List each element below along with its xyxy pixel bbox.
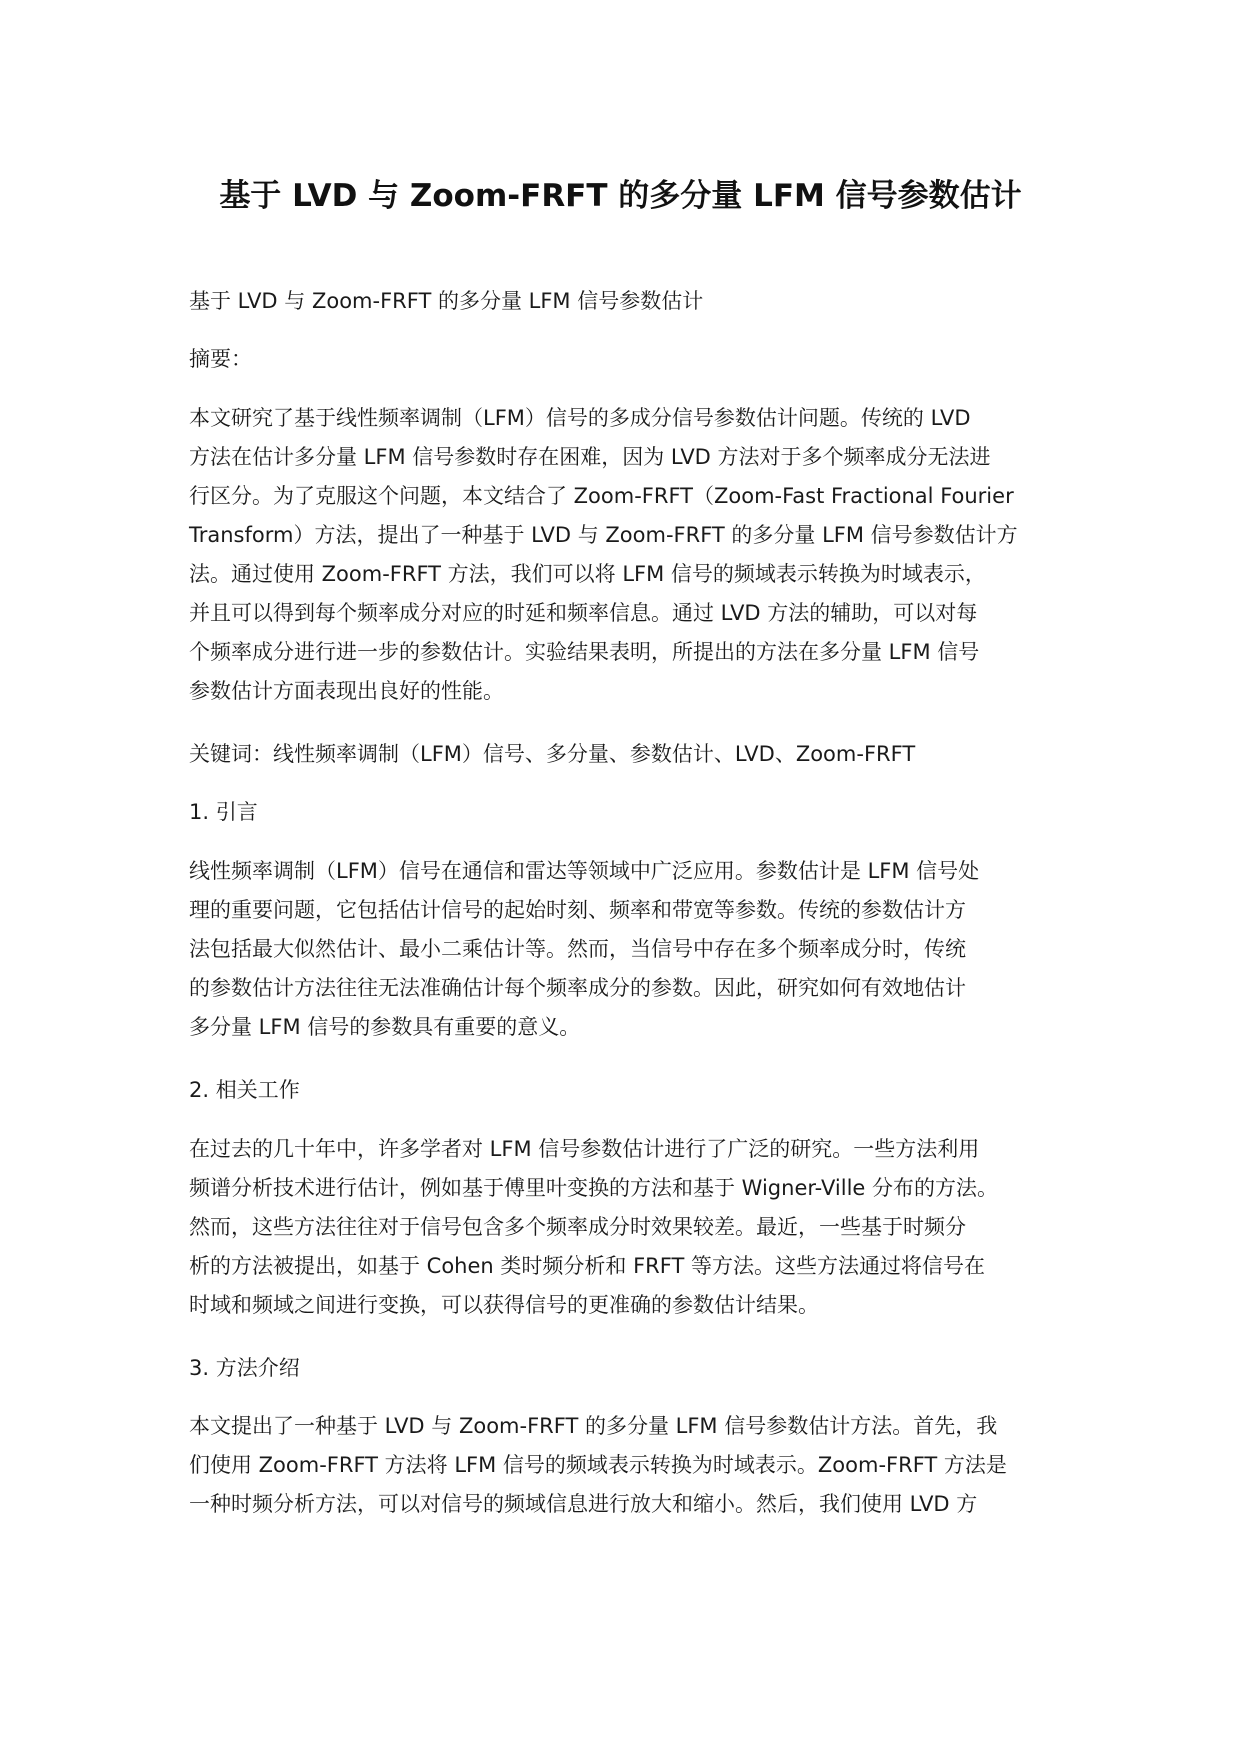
abstract-line: 法。通过使用 Zoom-FRFT 方法，我们可以将 LFM 信号的频域表示转换为时域表示，: [189, 562, 986, 586]
abstract-line: 个频率成分进行进一步的参数估计。实验结果表明，所提出的方法在多分量 LFM 信号: [189, 640, 980, 664]
section-1-heading: 1. 引言: [189, 800, 258, 824]
keywords: 关键词：线性频率调制（LFM）信号、多分量、参数估计、LVD、Zoom-FRFT: [189, 742, 916, 766]
section-3-paragraph: [189, 1407, 1069, 1524]
section-3-heading: 3. 方法介绍: [189, 1356, 300, 1380]
abstract-line: 本文研究了基于线性频率调制（LFM）信号的多成分信号参数估计问题。传统的 LVD: [189, 406, 971, 430]
abstract-paragraph: [189, 399, 1069, 711]
paragraph-line: 在过去的几十年中，许多学者对 LFM 信号参数估计进行了广泛的研究。一些方法利用: [189, 1137, 980, 1161]
paragraph-line: 法包括最大似然估计、最小二乘估计等。然而，当信号中存在多个频率成分时，传统: [189, 937, 966, 961]
abstract-line: Transform）方法，提出了一种基于 LVD 与 Zoom-FRFT 的多分量 LFM 信号参数估计方: [189, 523, 1018, 547]
paragraph-line: 时域和频域之间进行变换，可以获得信号的更准确的参数估计结果。: [189, 1293, 819, 1317]
section-1-paragraph: [189, 852, 1069, 1047]
paragraph-line: 析的方法被提出，如基于 Cohen 类时频分析和 FRFT 等方法。这些方法通过将信号在: [189, 1254, 985, 1278]
paragraph-line: 本文提出了一种基于 LVD 与 Zoom-FRFT 的多分量 LFM 信号参数估计方法。首先，我: [189, 1414, 998, 1438]
document-subtitle: 基于 LVD 与 Zoom-FRFT 的多分量 LFM 信号参数估计: [189, 289, 704, 313]
paragraph-line: 多分量 LFM 信号的参数具有重要的意义。: [189, 1015, 581, 1039]
paragraph-line: 们使用 Zoom-FRFT 方法将 LFM 信号的频域表示转换为时域表示。Zoom-FRFT 方法是: [189, 1453, 1007, 1477]
paragraph-line: 理的重要问题，它包括估计信号的起始时刻、频率和带宽等参数。传统的参数估计方: [189, 898, 966, 922]
abstract-line: 并且可以得到每个频率成分对应的时延和频率信息。通过 LVD 方法的辅助，可以对每: [189, 601, 978, 625]
abstract-label: 摘要：: [189, 347, 252, 371]
paragraph-line: 频谱分析技术进行估计，例如基于傅里叶变换的方法和基于 Wigner-Ville 分布的方法。: [189, 1176, 999, 1200]
section-2-paragraph: [189, 1130, 1069, 1325]
section-2-heading: 2. 相关工作: [189, 1078, 300, 1102]
abstract-line: 方法在估计多分量 LFM 信号参数时存在困难，因为 LVD 方法对于多个频率成分无法进: [189, 445, 991, 469]
document-title: 基于 LVD 与 Zoom-FRFT 的多分量 LFM 信号参数估计: [219, 178, 1022, 214]
paragraph-line: 线性频率调制（LFM）信号在通信和雷达等领域中广泛应用。参数估计是 LFM 信号处: [189, 859, 980, 883]
abstract-line: 参数估计方面表现出良好的性能。: [189, 679, 504, 703]
paragraph-line: 一种时频分析方法，可以对信号的频域信息进行放大和缩小。然后，我们使用 LVD 方: [189, 1492, 978, 1516]
paragraph-line: 然而，这些方法往往对于信号包含多个频率成分时效果较差。最近，一些基于时频分: [189, 1215, 966, 1239]
paragraph-line: 的参数估计方法往往无法准确估计每个频率成分的参数。因此，研究如何有效地估计: [189, 976, 966, 1000]
abstract-line: 行区分。为了克服这个问题，本文结合了 Zoom-FRFT（Zoom-Fast Fractional Fourier: [189, 484, 1014, 508]
